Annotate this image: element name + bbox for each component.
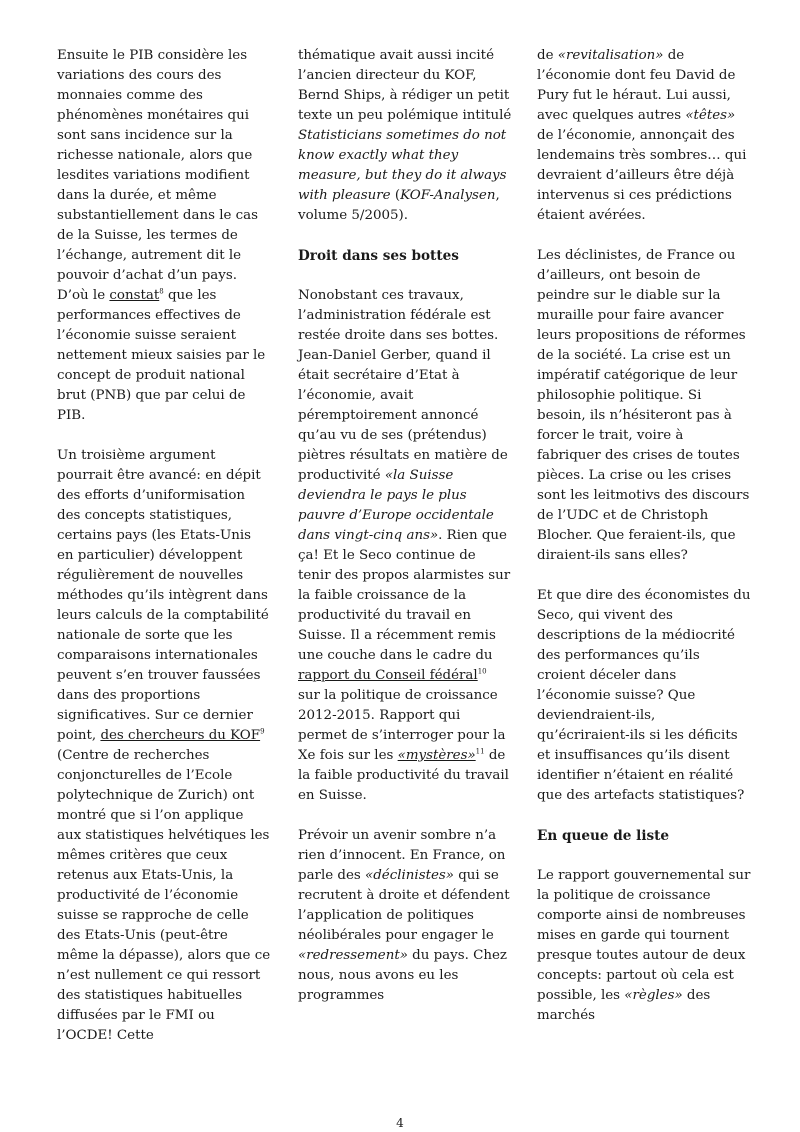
text: . Rien que ça! Et le Seco continue de tenir des propos alarmistes sur la faible croissance de la productivité du travail en Suisse. Il a récemment remis une couche dans le cadre du [298, 528, 511, 663]
kof-researchers-link[interactable]: des chercheurs du KOF [100, 728, 261, 743]
page-number: 4 [396, 1116, 404, 1130]
emphasis: «revitalisation» [557, 48, 664, 63]
constat-link[interactable]: constat [109, 288, 160, 303]
text: Prévoir un avenir sombre n’a rien d’innocent. En France, on parle des [298, 828, 506, 883]
text: ( [390, 188, 401, 203]
paragraph [57, 46, 271, 426]
emphasis: «règles» [624, 988, 683, 1003]
paragraph: Et que dire des économistes du Seco, qui vivent des descriptions de la médiocrité des performances qu’ils croient déceler dans l’économie suisse? Que deviendraient-ils, qu’écriraient-ils si les déficits et insuffisances qu’ils disent identifier n’étaient en réalité que des artefacts statistiques? [537, 588, 751, 803]
emphasis: «redressement» [298, 948, 408, 963]
text: qui se recrutent à droite et défendent l’application de politiques néolibérales pour engager le [298, 868, 510, 943]
text: , volume 5/2005). [298, 188, 500, 223]
paragraph [298, 826, 512, 1006]
mysteres-link[interactable] [398, 748, 476, 763]
footnote-ref[interactable]: 11 [475, 747, 485, 756]
column-2 [298, 46, 512, 1026]
text: (Centre de recherches conjoncturelles de l’Ecole polytechnique de Zurich) ont montré que si l’on applique aux statistiques helvétiques les mêmes critères que ceux retenus aux Etats-Unis, la productivité de l’économie suisse se rapproche de celle des Etats-Unis (peut-être même la dépasse), alors que ce n’est nullement ce qui ressort des statistiques habituelles diffusées par le FMI ou l’OCDE! Cette [57, 748, 271, 1043]
footnote-ref[interactable]: 9 [260, 727, 265, 736]
paragraph [537, 46, 751, 226]
text: Ensuite le PIB considère les variations des cours des monnaies comme des phénomènes monétaires qui sont sans incidence sur la richesse nationale, alors que lesdites variations modifient dans la durée, et même substantiellement dans le cas de la Suisse, les termes de l’échange, autrement dit le pouvoir d’achat d’un pays. D’où le [57, 48, 259, 303]
footnote-ref[interactable]: 8 [159, 287, 164, 296]
emphasis: Statisticians sometimes do not know exactly what they measure, but they do it always with pleasure [298, 128, 507, 203]
paragraph [57, 446, 271, 1046]
text: Nonobstant ces travaux, l’administration fédérale est restée droite dans ses bottes. Jean-Daniel Gerber, quand il était secrétaire d’Etat à l’économie, avait péremptoirement annoncé qu’au vu de ses (prétendus) piètres résultats en matière de productivité [298, 288, 508, 483]
column-1 [57, 46, 271, 1066]
emphasis: «déclinistes» [365, 868, 454, 883]
emphasis: «mystères» [397, 748, 476, 763]
text: du pays. Chez nous, nous avons eu les programmes [298, 948, 507, 1003]
text: de l’économie dont feu David de Pury fut le héraut. Lui aussi, avec quelques autres [537, 48, 736, 123]
emphasis: «la Suisse deviendra le pays le plus pauvre d’Europe occidentale dans vingt-cinq ans» [298, 468, 494, 543]
text: des marchés [537, 988, 711, 1023]
emphasis: «têtes» [685, 108, 736, 123]
text: que les performances effectives de l’économie suisse seraient nettement mieux saisies par le concept de produit national brut (PNB) que par celui de PIB. [57, 288, 266, 423]
section-heading: Droit dans ses bottes [298, 248, 459, 264]
section-heading: En queue de liste [537, 828, 670, 844]
text: Le rapport gouvernemental sur la politique de croissance comporte ainsi de nombreuses mises en garde qui tournent presque toutes autour de deux concepts: partout où cela est possible, les [537, 868, 751, 1003]
paragraph: Les déclinistes, de France ou d’ailleurs, ont besoin de peindre sur le diable sur la muraille pour faire avancer leurs propositions de réformes de la société. La crise est un impératif catégorique de leur philosophie politique. Si besoin, ils n’hésiteront pas à forcer le trait, voire à fabriquer des crises de toutes pièces. La crise ou les crises sont les leitmotivs des discours de l’UDC et de Christoph Blocher. Que feraient-ils, que diraient-ils sans elles? [537, 248, 750, 563]
emphasis: KOF-Analysen [400, 188, 496, 203]
text: sur la politique de croissance 2012-2015. Rapport qui permet de s’interroger pour la Xe fois sur les [298, 688, 506, 763]
federal-council-report-link[interactable]: rapport du Conseil fédéral [298, 668, 478, 683]
text: Un troisième argument pourrait être avancé: en dépit des efforts d’uniformisation des concepts statistiques, certains pays (les Etats-Unis en particulier) développent régulièrement de nouvelles méthodes qu’ils intègrent dans leurs calculs de la comptabilité nationale de sorte que les comparaisons internationales peuvent s’en trouver faussées dans des proportions significatives. Sur ce dernier point, [57, 448, 269, 743]
footnote-ref[interactable]: 10 [477, 667, 487, 676]
text: de la faible productivité du travail en Suisse. [298, 748, 509, 803]
text: de l’économie, annonçait des lendemains très sombres… qui devraient d’ailleurs être déjà intervenus si ces prédictions étaient avérées. [537, 128, 747, 223]
text: thématique avait aussi incité l’ancien directeur du KOF, Bernd Ships, à rédiger un petit texte un peu polémique intitulé [298, 48, 512, 123]
column-3 [537, 46, 751, 1046]
paragraph [298, 286, 512, 806]
text: de [537, 48, 558, 63]
paragraph [298, 46, 512, 226]
paragraph [537, 866, 751, 1026]
